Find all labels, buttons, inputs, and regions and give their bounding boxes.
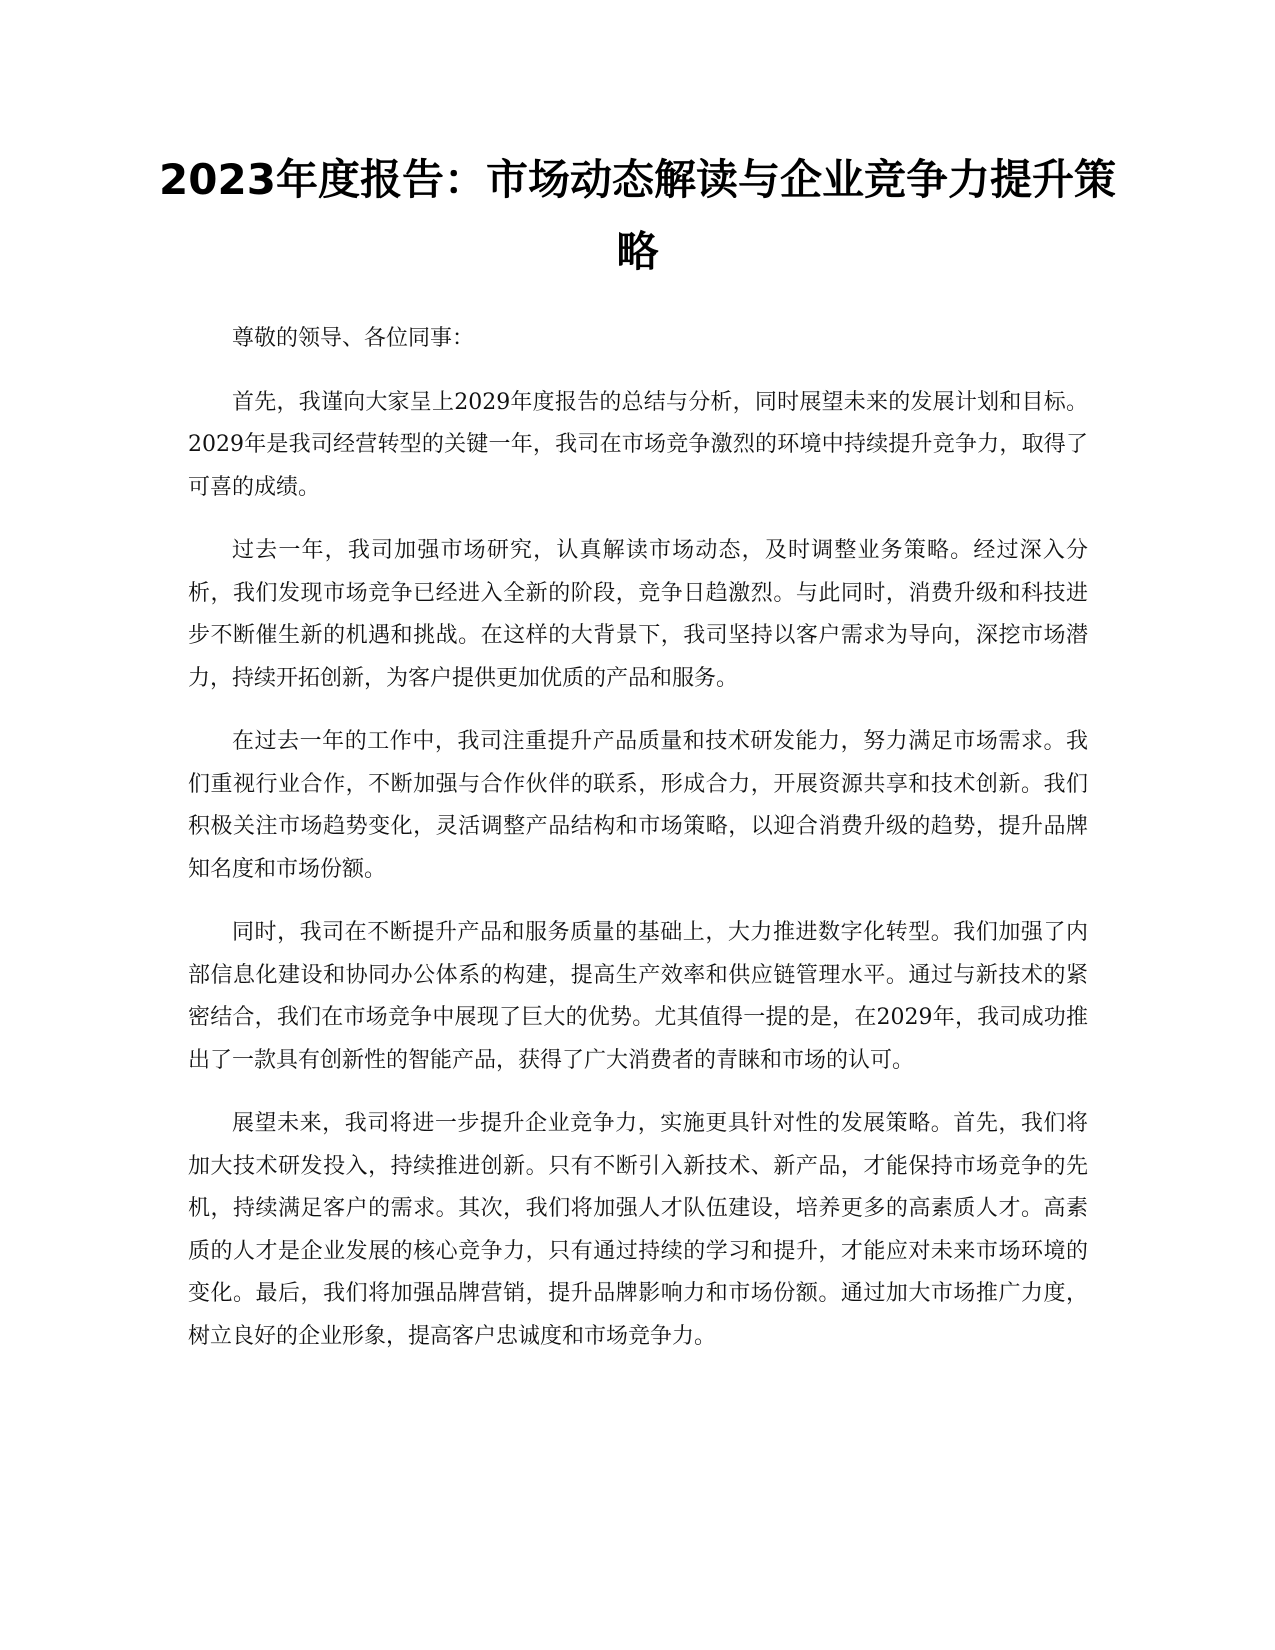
document-title: 2023年度报告：市场动态解读与企业竞争力提升策略 xyxy=(159,155,1116,276)
body-paragraph: 展望未来，我司将进一步提升企业竞争力，实施更具针对性的发展策略。首先，我们将加大技术研发投入，持续推进创新。只有不断引入新技术、新产品，才能保持市场竞争的先机，持续满足客户的需求。其次，我们将加强人才队伍建设，培养更多的高素质人才。高素质的人才是企业发展的核心竞争力，只有通过持续的学习和提升，才能应对未来市场环境的变化。最后，我们将加强品牌营销，提升品牌影响力和市场份额。通过加大市场推广力度，树立良好的企业形象，提高客户忠诚度和市场竞争力。 xyxy=(188,1111,1088,1349)
salutation-paragraph: 尊敬的领导、各位同事： xyxy=(232,326,475,351)
document-body xyxy=(188,318,1088,1379)
body-paragraph: 同时，我司在不断提升产品和服务质量的基础上，大力推进数字化转型。我们加强了内部信息化建设和协同办公体系的构建，提高生产效率和供应链管理水平。通过与新技术的紧密结合，我们在市场竞争中展现了巨大的优势。尤其值得一提的是，在2029年，我司成功推出了一款具有创新性的智能产品，获得了广大消费者的青睐和市场的认可。 xyxy=(188,920,1088,1073)
body-paragraph: 过去一年，我司加强市场研究，认真解读市场动态，及时调整业务策略。经过深入分析，我们发现市场竞争已经进入全新的阶段，竞争日趋激烈。与此同时，消费升级和科技进步不断催生新的机遇和挑战。在这样的大背景下，我司坚持以客户需求为导向，深挖市场潜力，持续开拓创新，为客户提供更加优质的产品和服务。 xyxy=(188,538,1088,691)
body-paragraph: 在过去一年的工作中，我司注重提升产品质量和技术研发能力，努力满足市场需求。我们重视行业合作，不断加强与合作伙伴的联系，形成合力，开展资源共享和技术创新。我们积极关注市场趋势变化，灵活调整产品结构和市场策略，以迎合消费升级的趋势，提升品牌知名度和市场份额。 xyxy=(188,729,1088,882)
body-paragraph: 首先，我谨向大家呈上2029年度报告的总结与分析，同时展望未来的发展计划和目标。2029年是我司经营转型的关键一年，我司在市场竞争激烈的环境中持续提升竞争力，取得了可喜的成绩。 xyxy=(188,389,1088,500)
